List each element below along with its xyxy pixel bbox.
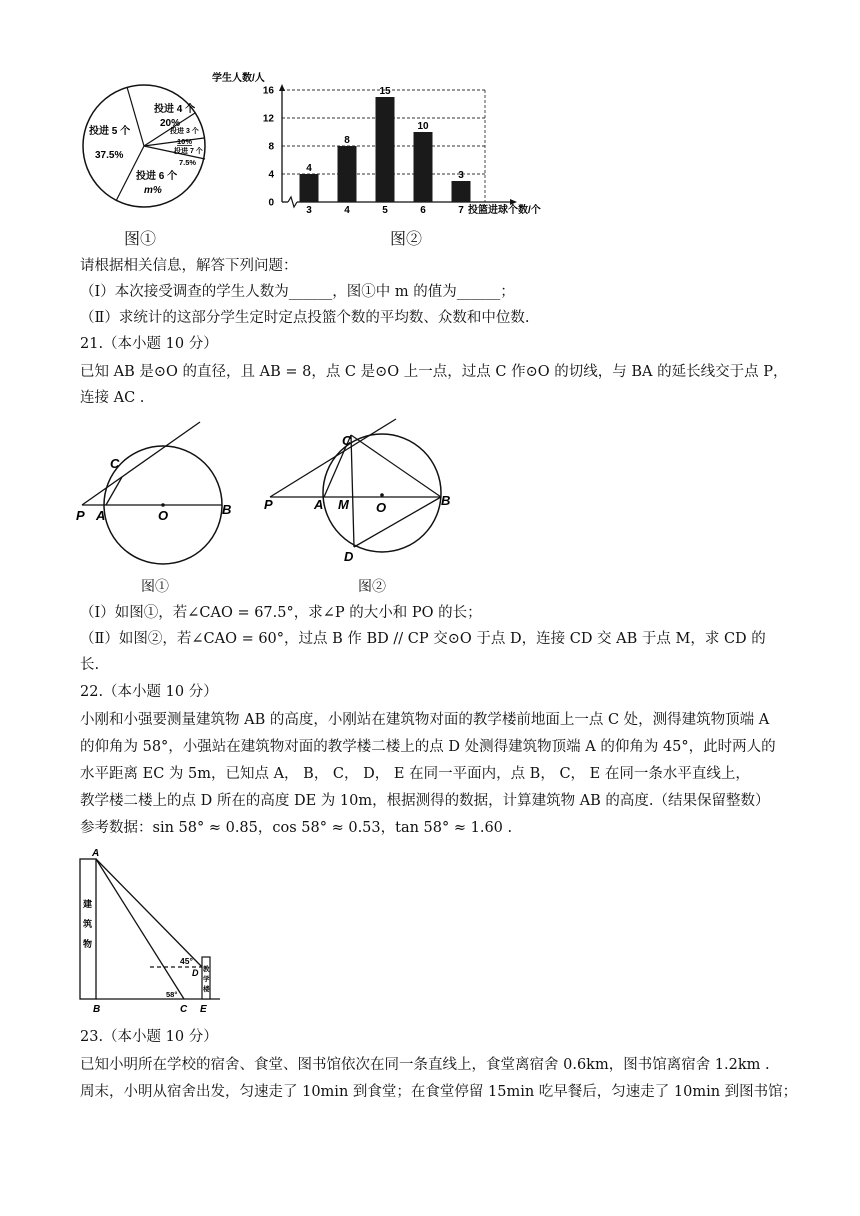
pie-slice-value: 20% xyxy=(160,118,181,129)
point-label-O: O xyxy=(376,500,387,515)
point-label-C: C xyxy=(342,433,352,448)
x-tick-label: 6 xyxy=(420,205,426,216)
q22-line3: 水平距离 EC 为 5m，已知点 A， B， C， D， E 在同一平面内，点 B， C， E 在同一条水平直线上， xyxy=(80,766,750,782)
x-tick-label: 4 xyxy=(344,205,350,216)
point-label-B: B xyxy=(93,1004,101,1015)
bar-value-label: 15 xyxy=(379,86,391,97)
y-tick-label: 12 xyxy=(262,113,274,125)
point-label-A: A xyxy=(96,508,106,523)
bar-chart xyxy=(210,70,570,220)
point-label-D: D xyxy=(344,549,354,564)
point-label-P: P xyxy=(76,508,85,523)
point-label-D: D xyxy=(192,968,199,978)
angle-45-label: 45° xyxy=(180,956,193,966)
q22-line2: 的仰角为 58°，小强站在建筑物对面的教学楼二楼上的点 D 处测得建筑物顶端 A 的仰角为 45°，此时两人的 xyxy=(80,739,776,755)
q23-line2: 周末，小明从宿舍出发，匀速走了 10min 到食堂；在食堂停留 15min 吃早餐后，匀速走了 10min 到图书馆； xyxy=(80,1084,798,1100)
q22-line5: 参考数据：sin 58° ≈ 0.85，cos 58° ≈ 0.53，tan 58° ≈ 1.60 . xyxy=(80,820,513,836)
point-label-O: O xyxy=(158,508,169,523)
school-label-char: 教 xyxy=(203,966,210,973)
pie-slice-value: m% xyxy=(144,185,162,196)
bar xyxy=(452,181,471,202)
bar-value-label: 8 xyxy=(344,135,350,146)
q22-header: 22.（本小题 10 分） xyxy=(80,684,218,700)
q22-figure xyxy=(74,845,224,1017)
school-label-char: 楼 xyxy=(203,986,210,993)
point-label-A: A xyxy=(314,497,324,512)
q22-line4: 教学楼二楼上的点 D 所在的高度 DE 为 10m，根据测得的数据，计算建筑物 AB 的高度.（结果保留整数） xyxy=(80,793,770,809)
bar xyxy=(414,132,433,202)
bar-caption: 图② xyxy=(390,229,423,248)
bar-value-label: 4 xyxy=(306,163,312,174)
pie-slice-label: 投进 6 个 xyxy=(136,171,178,182)
q21-fig1-caption: 图① xyxy=(141,579,169,595)
pie-slice-label: 投进 5 个 xyxy=(89,126,131,137)
x-axis-label: 投篮进球个数/个 xyxy=(468,205,541,216)
y-tick-label: 16 xyxy=(262,85,274,97)
q21-fig2-caption: 图② xyxy=(358,579,386,595)
bar xyxy=(338,146,357,202)
q23-header: 23.（本小题 10 分） xyxy=(80,1029,218,1045)
point-label-A: A xyxy=(92,848,100,859)
building-label-char: 建 xyxy=(83,899,93,909)
pie-slice-value: 7.5% xyxy=(179,158,197,167)
bar xyxy=(300,174,319,202)
q20-intro: 请根据相关信息，解答下列问题： xyxy=(80,258,298,274)
point-label-E: E xyxy=(200,1004,207,1015)
q21-figure-1 xyxy=(70,420,250,570)
y-tick-label: 4 xyxy=(268,169,274,181)
building-label-char: 物 xyxy=(83,939,93,949)
q21-part2a: （Ⅱ）如图②，若∠CAO = 60°，过点 B 作 BD // CP 交⊙O 于点 D，连接 CD 交 AB 于点 M，求 CD 的 xyxy=(80,631,766,647)
pie-slice-value: 10% xyxy=(177,137,193,146)
q20-part2: （Ⅱ）求统计的这部分学生定时定点投篮个数的平均数、众数和中位数. xyxy=(80,310,530,326)
point-label-B: B xyxy=(222,502,232,517)
point-label-P: P xyxy=(264,497,273,512)
school-label-char: 学 xyxy=(203,976,210,983)
q21-line2: 连接 AC . xyxy=(80,390,145,406)
q21-figure-2 xyxy=(258,405,468,565)
pie-caption: 图① xyxy=(124,229,157,248)
pie-slice-label: 投进 7 个 xyxy=(174,148,203,155)
pie-slice-value: 37.5% xyxy=(95,150,124,161)
point-label-C: C xyxy=(110,456,120,471)
q21-part1: （Ⅰ）如图①，若∠CAO = 67.5°，求∠P 的大小和 PO 的长； xyxy=(80,605,482,621)
point-label-C: C xyxy=(180,1004,188,1015)
q20-part1: （Ⅰ）本次接受调查的学生人数为______，图①中 m 的值为______； xyxy=(80,284,515,300)
x-tick-label: 3 xyxy=(306,205,312,216)
x-tick-label: 5 xyxy=(382,205,388,216)
q21-header: 21.（本小题 10 分） xyxy=(80,336,218,352)
q21-part2b: 长. xyxy=(80,657,100,673)
y-axis-label: 学生人数/人 xyxy=(212,73,265,84)
q22-line1: 小刚和小强要测量建筑物 AB 的高度，小刚站在建筑物对面的教学楼前地面上一点 C 处，测得建筑物顶端 A xyxy=(80,712,770,728)
angle-58-label: 58° xyxy=(166,990,178,999)
point-label-B: B xyxy=(441,493,451,508)
x-tick-label: 7 xyxy=(458,205,464,216)
point-label-M: M xyxy=(338,497,349,512)
q21-line1: 已知 AB 是⊙O 的直径，且 AB = 8，点 C 是⊙O 上一点，过点 C 作⊙O 的切线，与 BA 的延长线交于点 P， xyxy=(80,364,788,380)
y-tick-label: 0 xyxy=(268,197,274,209)
pie-slice-label: 投进 4 个 xyxy=(154,104,196,115)
bar xyxy=(376,97,395,202)
y-tick-label: 8 xyxy=(268,141,274,153)
bar-value-label: 3 xyxy=(458,170,464,181)
pie-slice-label: 投进 3 个 xyxy=(170,128,199,135)
pie-chart xyxy=(80,82,210,212)
building-label-char: 筑 xyxy=(83,919,93,929)
q23-line1: 已知小明所在学校的宿舍、食堂、图书馆依次在同一条直线上，食堂离宿舍 0.6km，图书馆离宿舍 1.2km . xyxy=(80,1057,770,1073)
bar-value-label: 10 xyxy=(417,121,429,132)
